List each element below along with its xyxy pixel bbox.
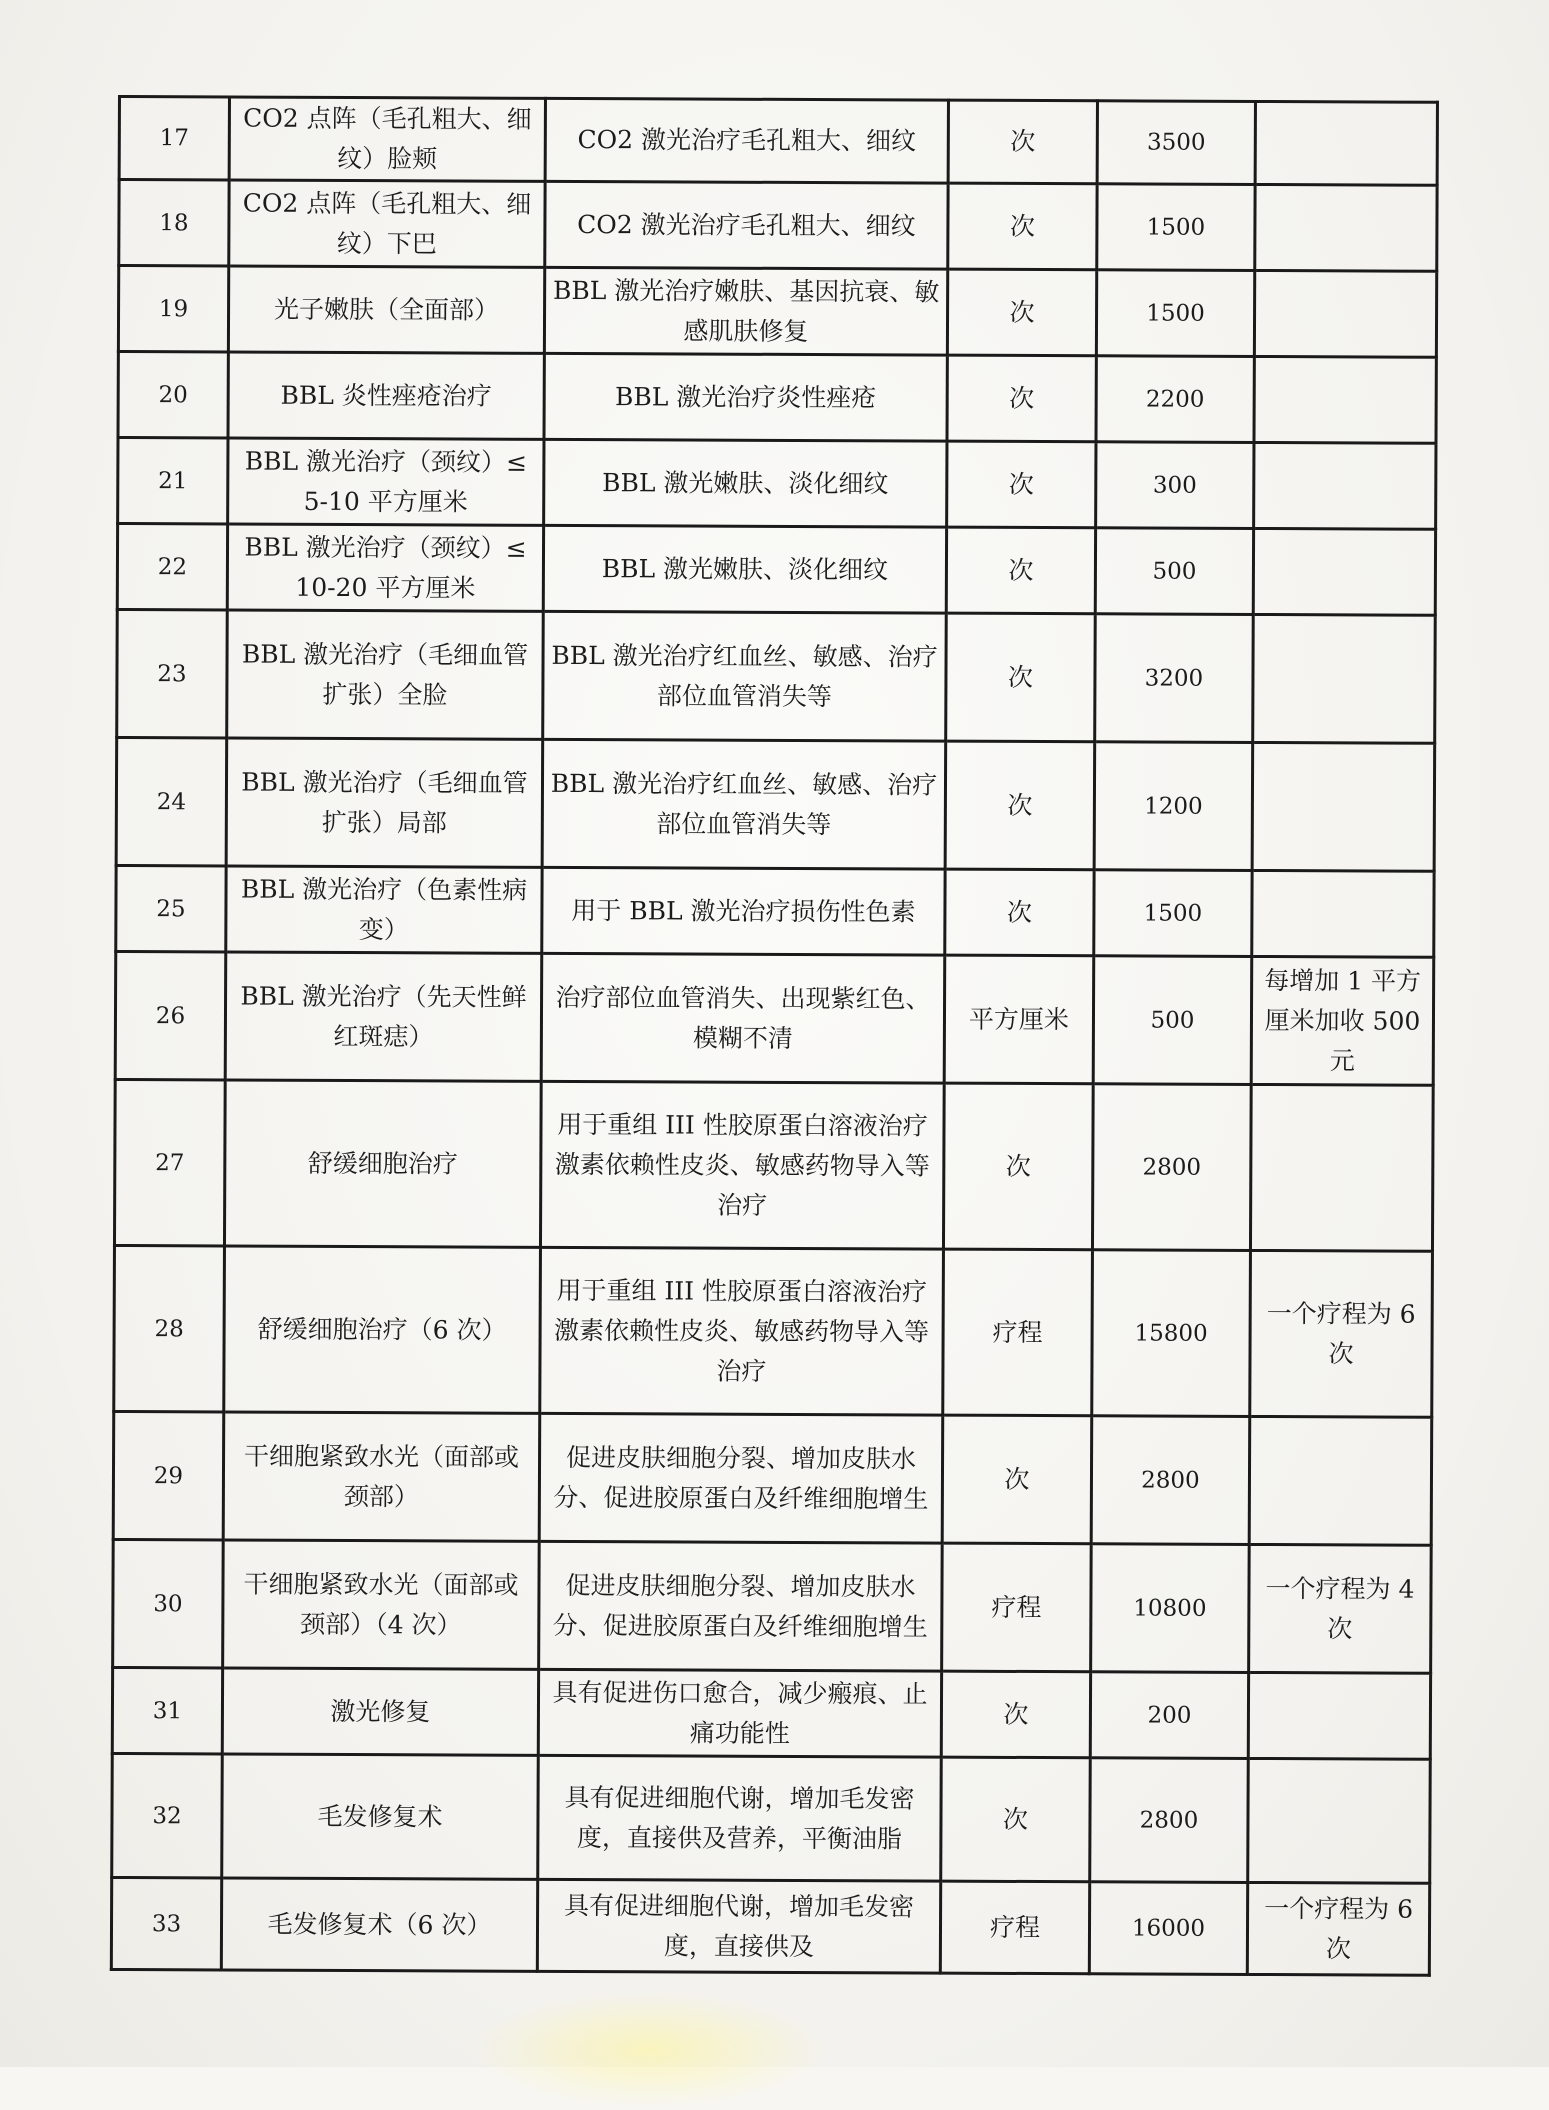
item-price: 2800 — [1091, 1416, 1250, 1545]
item-note — [1248, 1672, 1430, 1759]
item-description: BBL 激光治疗炎性痤疮 — [544, 353, 947, 441]
item-note — [1248, 1758, 1431, 1883]
table-row — [116, 865, 1434, 957]
item-description: BBL 激光治疗红血丝、敏感、治疗部位血管消失等 — [542, 739, 946, 869]
item-unit: 次 — [948, 100, 1097, 184]
light-glare — [470, 1990, 830, 2110]
table-row — [118, 352, 1436, 444]
item-note — [1252, 742, 1435, 871]
table-row — [117, 524, 1435, 616]
table-row — [112, 1667, 1430, 1759]
item-description: 治疗部位血管消失、出现紫红色、模糊不清 — [541, 953, 945, 1083]
item-description: BBL 激光嫩肤、淡化细纹 — [544, 439, 947, 527]
item-note — [1255, 101, 1437, 185]
table-row — [117, 610, 1436, 744]
item-name: BBL 激光治疗（先天性鲜红斑痣） — [225, 952, 542, 1081]
item-price: 1500 — [1096, 270, 1254, 357]
item-unit: 次 — [946, 527, 1095, 614]
table-row — [118, 266, 1436, 358]
item-unit: 次 — [945, 741, 1095, 870]
table-row — [119, 180, 1437, 272]
fee-table — [110, 95, 1439, 1977]
item-name: 干细胞紧致水光（面部或颈部） — [223, 1412, 540, 1541]
item-note — [1249, 1416, 1432, 1545]
item-name: BBL 激光治疗（毛细血管扩张）局部 — [226, 738, 543, 867]
item-unit: 疗程 — [943, 1249, 1093, 1416]
item-description: BBL 激光治疗红血丝、敏感、治疗部位血管消失等 — [543, 611, 947, 741]
item-number: 21 — [118, 438, 228, 524]
table-row — [114, 1079, 1433, 1251]
item-description: 用于重组 III 性胶原蛋白溶液治疗激素依赖性皮炎、敏感药物导入等治疗 — [540, 1081, 944, 1249]
item-note — [1254, 442, 1436, 529]
item-description: 具有促进伤口愈合，减少瘢痕、止痛功能性 — [538, 1669, 941, 1757]
item-name: 舒缓细胞治疗（6 次） — [224, 1246, 541, 1413]
item-name: CO2 点阵（毛孔粗大、细纹）下巴 — [229, 180, 545, 267]
item-unit: 次 — [946, 613, 1096, 742]
item-price: 2800 — [1090, 1758, 1249, 1883]
item-note — [1250, 1084, 1433, 1251]
item-name: BBL 激光治疗（颈纹）≤10-20 平方厘米 — [227, 524, 543, 611]
item-price: 1500 — [1094, 870, 1252, 957]
item-name: 激光修复 — [222, 1668, 538, 1755]
item-name: BBL 激光治疗（颈纹）≤5-10 平方厘米 — [228, 438, 544, 525]
item-description: 具有促进细胞代谢，增加毛发密度，直接供及 — [537, 1879, 940, 1973]
item-unit: 平方厘米 — [944, 955, 1094, 1084]
item-number: 19 — [118, 266, 228, 352]
item-unit: 疗程 — [942, 1543, 1092, 1672]
item-note — [1253, 528, 1435, 615]
item-note — [1254, 356, 1436, 443]
table-row — [119, 97, 1437, 186]
item-unit: 次 — [947, 355, 1096, 442]
item-name: 干细胞紧致水光（面部或颈部）（4 次） — [223, 1540, 540, 1669]
item-number: 27 — [114, 1079, 225, 1245]
item-price: 16000 — [1089, 1882, 1247, 1975]
item-price: 2200 — [1096, 356, 1254, 443]
item-description: CO2 激光治疗毛孔粗大、细纹 — [545, 181, 948, 269]
item-note — [1255, 184, 1437, 271]
item-unit: 次 — [942, 1415, 1092, 1544]
item-number: 24 — [116, 738, 227, 866]
item-note — [1253, 614, 1436, 743]
item-number: 30 — [113, 1539, 224, 1667]
item-number: 28 — [114, 1245, 225, 1411]
item-price: 15800 — [1092, 1250, 1251, 1417]
table-row — [116, 738, 1435, 872]
table-row — [113, 1539, 1432, 1673]
item-description: 促进皮肤细胞分裂、增加皮肤水分、促进胶原蛋白及纤维细胞增生 — [539, 1413, 943, 1543]
item-number: 32 — [112, 1753, 223, 1877]
item-description: 具有促进细胞代谢，增加毛发密度，直接供及营养，平衡油脂 — [538, 1755, 942, 1881]
item-unit: 次 — [941, 1671, 1090, 1758]
item-name: 毛发修复术（6 次） — [221, 1878, 537, 1971]
item-unit: 次 — [943, 1083, 1093, 1250]
item-note: 一个疗程为 4 次 — [1249, 1544, 1432, 1673]
item-description: BBL 激光治疗嫩肤、基因抗衰、敏感肌肤修复 — [544, 267, 947, 355]
item-unit: 次 — [945, 869, 1094, 956]
item-description: BBL 激光嫩肤、淡化细纹 — [543, 525, 946, 613]
item-note: 一个疗程为 6 次 — [1247, 1882, 1429, 1975]
item-number: 20 — [118, 352, 228, 438]
item-unit: 次 — [941, 1757, 1091, 1882]
table-row — [114, 1245, 1433, 1417]
item-price: 300 — [1096, 442, 1254, 529]
item-name: BBL 炎性痤疮治疗 — [228, 352, 544, 439]
item-price: 10800 — [1091, 1544, 1250, 1673]
item-number: 26 — [115, 951, 226, 1079]
item-name: BBL 激光治疗（色素性病变） — [226, 866, 542, 953]
item-number: 25 — [116, 865, 226, 951]
item-name: BBL 激光治疗（毛细血管扩张）全脸 — [227, 610, 544, 739]
item-number: 29 — [113, 1411, 224, 1539]
item-note: 一个疗程为 6 次 — [1250, 1250, 1433, 1417]
item-price: 500 — [1095, 528, 1253, 615]
table-row — [112, 1753, 1431, 1883]
item-note: 每增加 1 平方厘米加收 500 元 — [1251, 956, 1434, 1085]
table-row — [111, 1877, 1429, 1975]
item-number: 31 — [112, 1667, 222, 1753]
item-name: 舒缓细胞治疗 — [224, 1080, 541, 1247]
item-price: 2800 — [1092, 1084, 1251, 1251]
item-unit: 次 — [947, 269, 1096, 356]
item-price: 500 — [1093, 956, 1252, 1085]
item-number: 18 — [119, 180, 229, 266]
item-unit: 疗程 — [940, 1881, 1089, 1974]
item-number: 22 — [117, 524, 227, 610]
item-price: 3500 — [1097, 101, 1255, 185]
item-description: 用于重组 III 性胶原蛋白溶液治疗激素依赖性皮炎、敏感药物导入等治疗 — [540, 1247, 944, 1415]
item-unit: 次 — [948, 183, 1097, 270]
item-description: 用于 BBL 激光治疗损伤性色素 — [542, 867, 945, 955]
table-row — [115, 951, 1434, 1085]
item-price: 3200 — [1095, 614, 1254, 743]
item-note — [1254, 270, 1436, 357]
item-note — [1252, 870, 1434, 957]
item-name: CO2 点阵（毛孔粗大、细纹）脸颊 — [229, 97, 545, 181]
item-number: 23 — [117, 610, 228, 738]
item-unit: 次 — [947, 441, 1096, 528]
item-name: 毛发修复术 — [222, 1754, 539, 1879]
item-number: 17 — [119, 97, 229, 180]
table-row — [118, 438, 1436, 530]
table-row — [113, 1411, 1432, 1545]
item-number: 33 — [111, 1877, 221, 1969]
item-price: 200 — [1090, 1672, 1248, 1759]
item-price: 1500 — [1097, 184, 1255, 271]
item-name: 光子嫩肤（全面部） — [228, 266, 544, 353]
item-description: 促进皮肤细胞分裂、增加皮肤水分、促进胶原蛋白及纤维细胞增生 — [539, 1541, 943, 1671]
item-price: 1200 — [1094, 742, 1253, 871]
item-description: CO2 激光治疗毛孔粗大、细纹 — [545, 98, 948, 183]
